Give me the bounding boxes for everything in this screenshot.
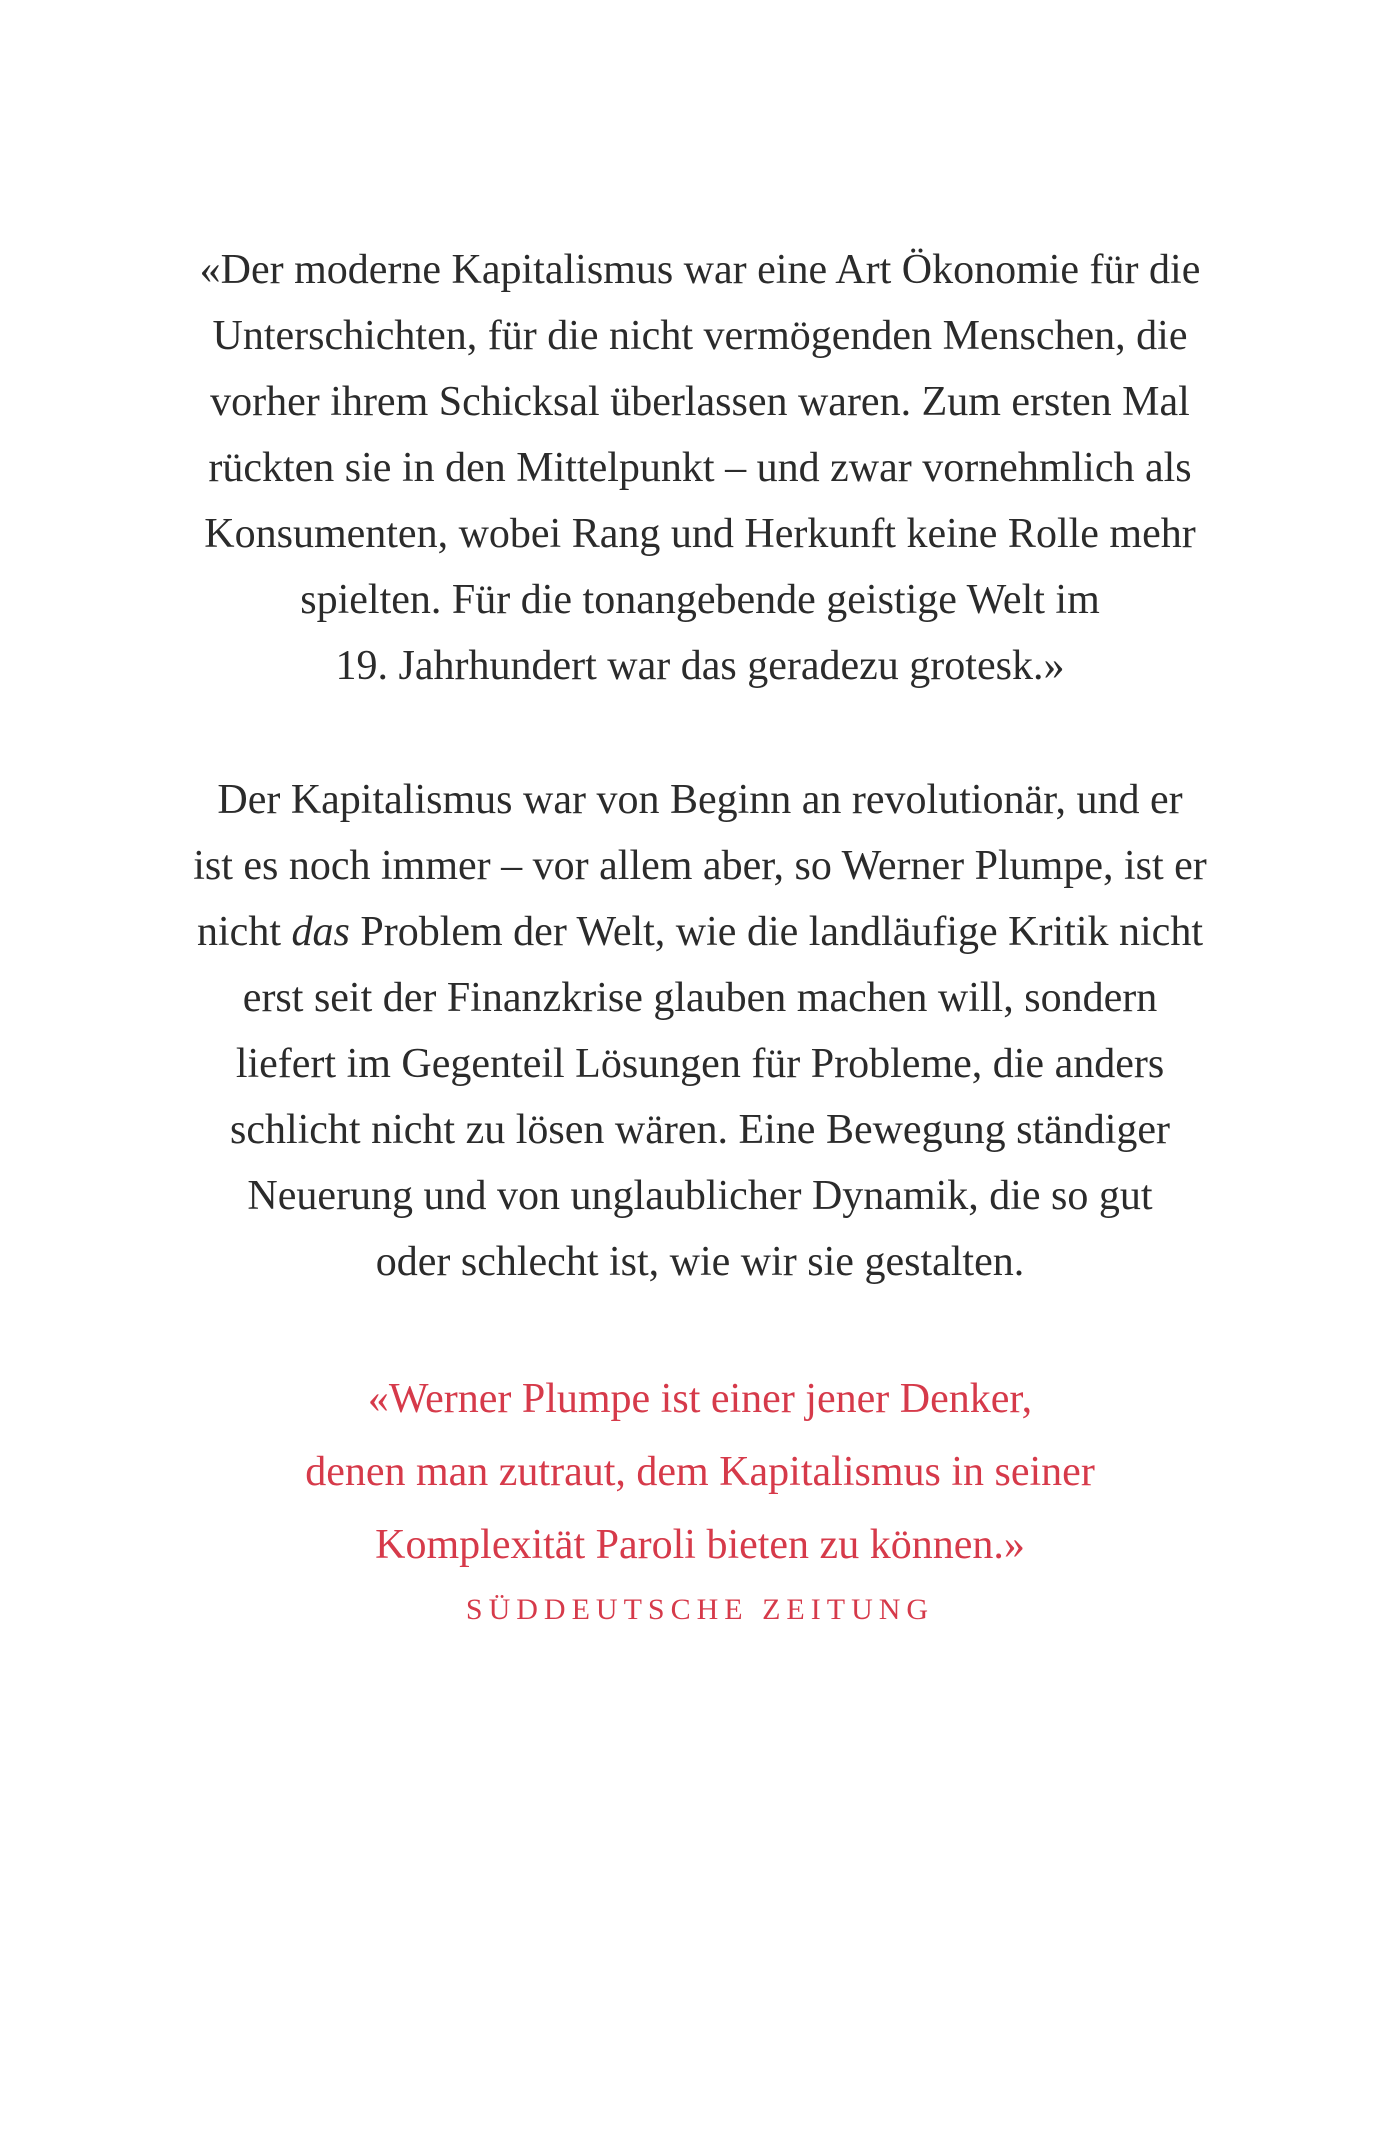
blurb-line: Neuerung und von unglaublicher Dynamik, die so gut bbox=[247, 1173, 1153, 1219]
quote-line: Konsumenten, wobei Rang und Herkunft keine Rolle mehr bbox=[204, 511, 1196, 557]
quote-line: 19. Jahrhundert war das geradezu grotesk.» bbox=[335, 643, 1065, 689]
press-review-quote bbox=[100, 1363, 1300, 1582]
blurb-line: Der Kapitalismus war von Beginn an revolutionär, und er bbox=[217, 777, 1183, 823]
review-line: denen man zutraut, dem Kapitalismus in seiner bbox=[305, 1449, 1095, 1495]
author-quote bbox=[100, 237, 1300, 699]
blurb-line: schlicht nicht zu lösen wären. Eine Bewegung ständiger bbox=[229, 1107, 1171, 1153]
blurb-text: nicht bbox=[197, 909, 292, 955]
blurb-text: Problem der Welt, wie die landläufige Kritik nicht bbox=[349, 909, 1203, 955]
blurb-line: ist es noch immer – vor allem aber, so Werner Plumpe, ist er bbox=[193, 843, 1207, 889]
quote-line: rückten sie in den Mittelpunkt – und zwar vornehmlich als bbox=[208, 445, 1192, 491]
review-line: «Werner Plumpe ist einer jener Denker, bbox=[367, 1376, 1033, 1422]
review-source: SÜDDEUTSCHE ZEITUNG bbox=[465, 1593, 935, 1626]
quote-line: vorher ihrem Schicksal überlassen waren. Zum ersten Mal bbox=[210, 379, 1190, 425]
book-blurb bbox=[100, 767, 1300, 1295]
quote-line: «Der moderne Kapitalismus war eine Art Ökonomie für die bbox=[199, 247, 1201, 293]
quote-line: Unterschichten, für die nicht vermögenden Menschen, die bbox=[212, 313, 1188, 359]
blurb-line: liefert im Gegenteil Lösungen für Probleme, die anders bbox=[235, 1041, 1165, 1087]
blurb-line: erst seit der Finanzkrise glauben machen will, sondern bbox=[242, 975, 1158, 1021]
quote-line: spielten. Für die tonangebende geistige Welt im bbox=[300, 577, 1100, 623]
blurb-emphasis: das bbox=[291, 909, 350, 955]
blurb-line: oder schlecht ist, wie wir sie gestalten. bbox=[375, 1239, 1025, 1285]
blurb-line bbox=[100, 899, 1300, 965]
review-line: Komplexität Paroli bieten zu können.» bbox=[375, 1522, 1025, 1568]
